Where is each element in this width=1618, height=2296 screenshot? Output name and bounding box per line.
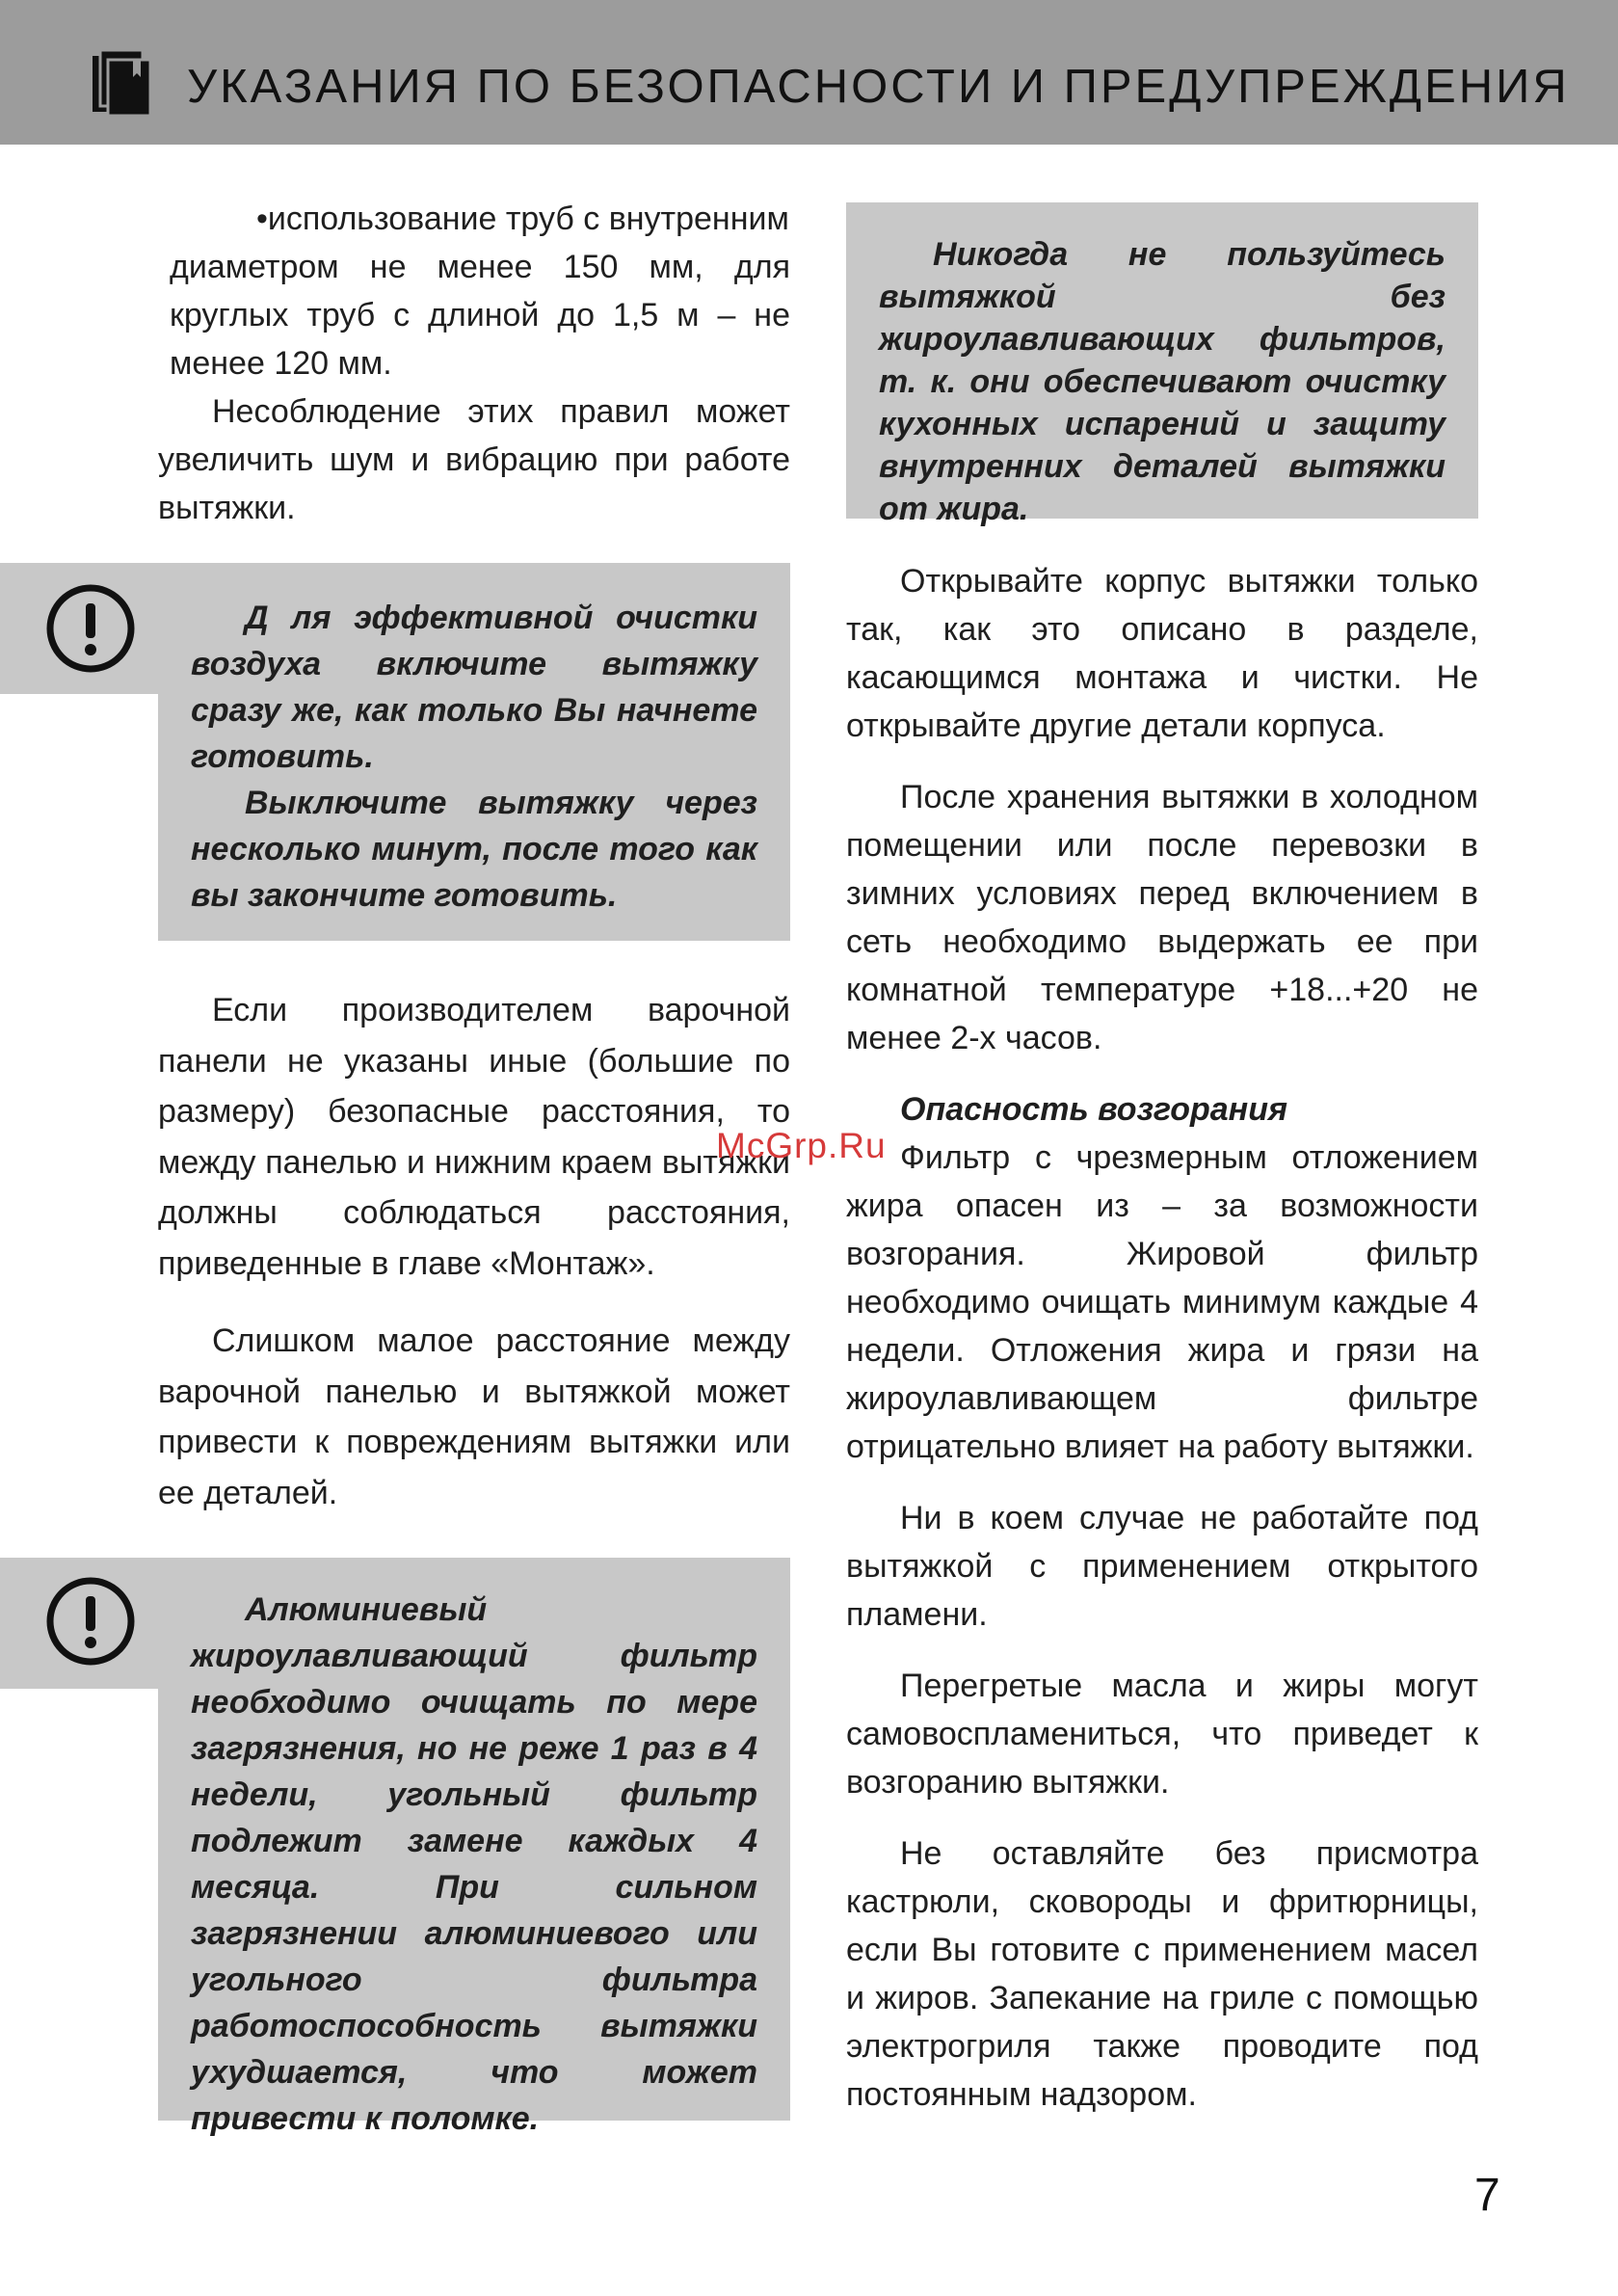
bullet-line: •использование труб с внутренним [256,200,789,237]
paragraph: После хранения вытяжки в холодном помещении или после перевозки в зимних условиях перед включением в сеть необходимо выдержать ее при комнатной температуре +18...+20 не менее 2-х часов. [846,779,1478,1056]
watermark: McGrp.Ru [716,1126,887,1165]
warning-text: Д ля эффективной очистки воздуха включите вытяжку сразу же, как только Вы начнете готовить. [191,600,757,775]
paragraph: Не оставляйте без присмотра кастрюли, сковороды и фритюрницы, если Вы готовите с применением масел и жиров. Запекание на гриле с помощью электрогриля также проводите под постоянным надзором. [846,1835,1478,2113]
paragraph: Открывайте корпус вытяжки только так, как это описано в разделе, касающимся монтажа и чистки. Не открывайте другие детали корпуса. [846,563,1478,744]
book-icon [91,48,154,118]
section-heading: Опасность возгорания [900,1091,1287,1128]
notice-text: Никогда не пользуйтесь вытяжкой без жироулавливающих фильтров, т. к. они обеспечивают очистку кухонных испарений и защиту внутренних деталей вытяжки от жира. [879,236,1446,527]
notice-text-block [879,233,1446,530]
page-number: 7 [1474,2170,1500,2221]
bullet-continuation: диаметром не менее 150 мм, для круглых труб с длиной до 1,5 м – не менее 120 мм. [170,249,790,382]
paragraph: Слишком малое расстояние между варочной панелью и вытяжкой может привести к повреждениям вытяжки или ее деталей. [158,1322,790,1511]
paragraph: Несоблюдение этих правил может увеличить шум и вибрацию при работе вытяжки. [158,393,790,526]
warning-text: Выключите вытяжку через несколько минут, после того как вы закончите готовить. [191,785,757,914]
warning-text-block [191,1587,757,2142]
paragraph: Ни в коем случае не работайте под вытяжкой с применением открытого пламени. [846,1500,1478,1633]
left-column-middle [158,985,790,1518]
warning-text: Алюминиевый жироулавливающий фильтр необходимо очищать по мере загрязнения, но не реже 1 раз в 4 недели, угольный фильтр подлежит замене каждых 4 месяца. При сильном загрязнении алюминиевого или угольного фильтра работоспособность вытяжки ухудшается, что может привести к поломке. [191,1591,757,2137]
page-title: УКАЗАНИЯ ПО БЕЗОПАСНОСТИ И ПРЕДУПРЕЖДЕНИЯ [187,61,1570,113]
paragraph: Перегретые масла и жиры могут самовоспламениться, что приведет к возгоранию вытяжки. [846,1668,1478,1801]
exclamation-circle-icon [44,582,137,675]
exclamation-circle-icon [44,1575,137,1668]
warning-text-block [191,595,757,919]
paragraph: Фильтр с чрезмерным отложением жира опасен из – за возможности возгорания. Жировой фильтр необходимо очищать минимум каждые 4 недели. Отложения жира и грязи на жироулавливающем фильтре отрицательно влияет на работу вытяжки. [846,1139,1478,1465]
right-column [846,557,1478,2119]
left-column [158,195,790,532]
paragraph: Если производителем варочной панели не указаны иные (большие по размеру) безопасные расстояния, то между панелью и нижним краем вытяжки должны соблюдаться расстояния, приведенные в главе «Монтаж». [158,992,790,1282]
page-header [0,0,1618,145]
